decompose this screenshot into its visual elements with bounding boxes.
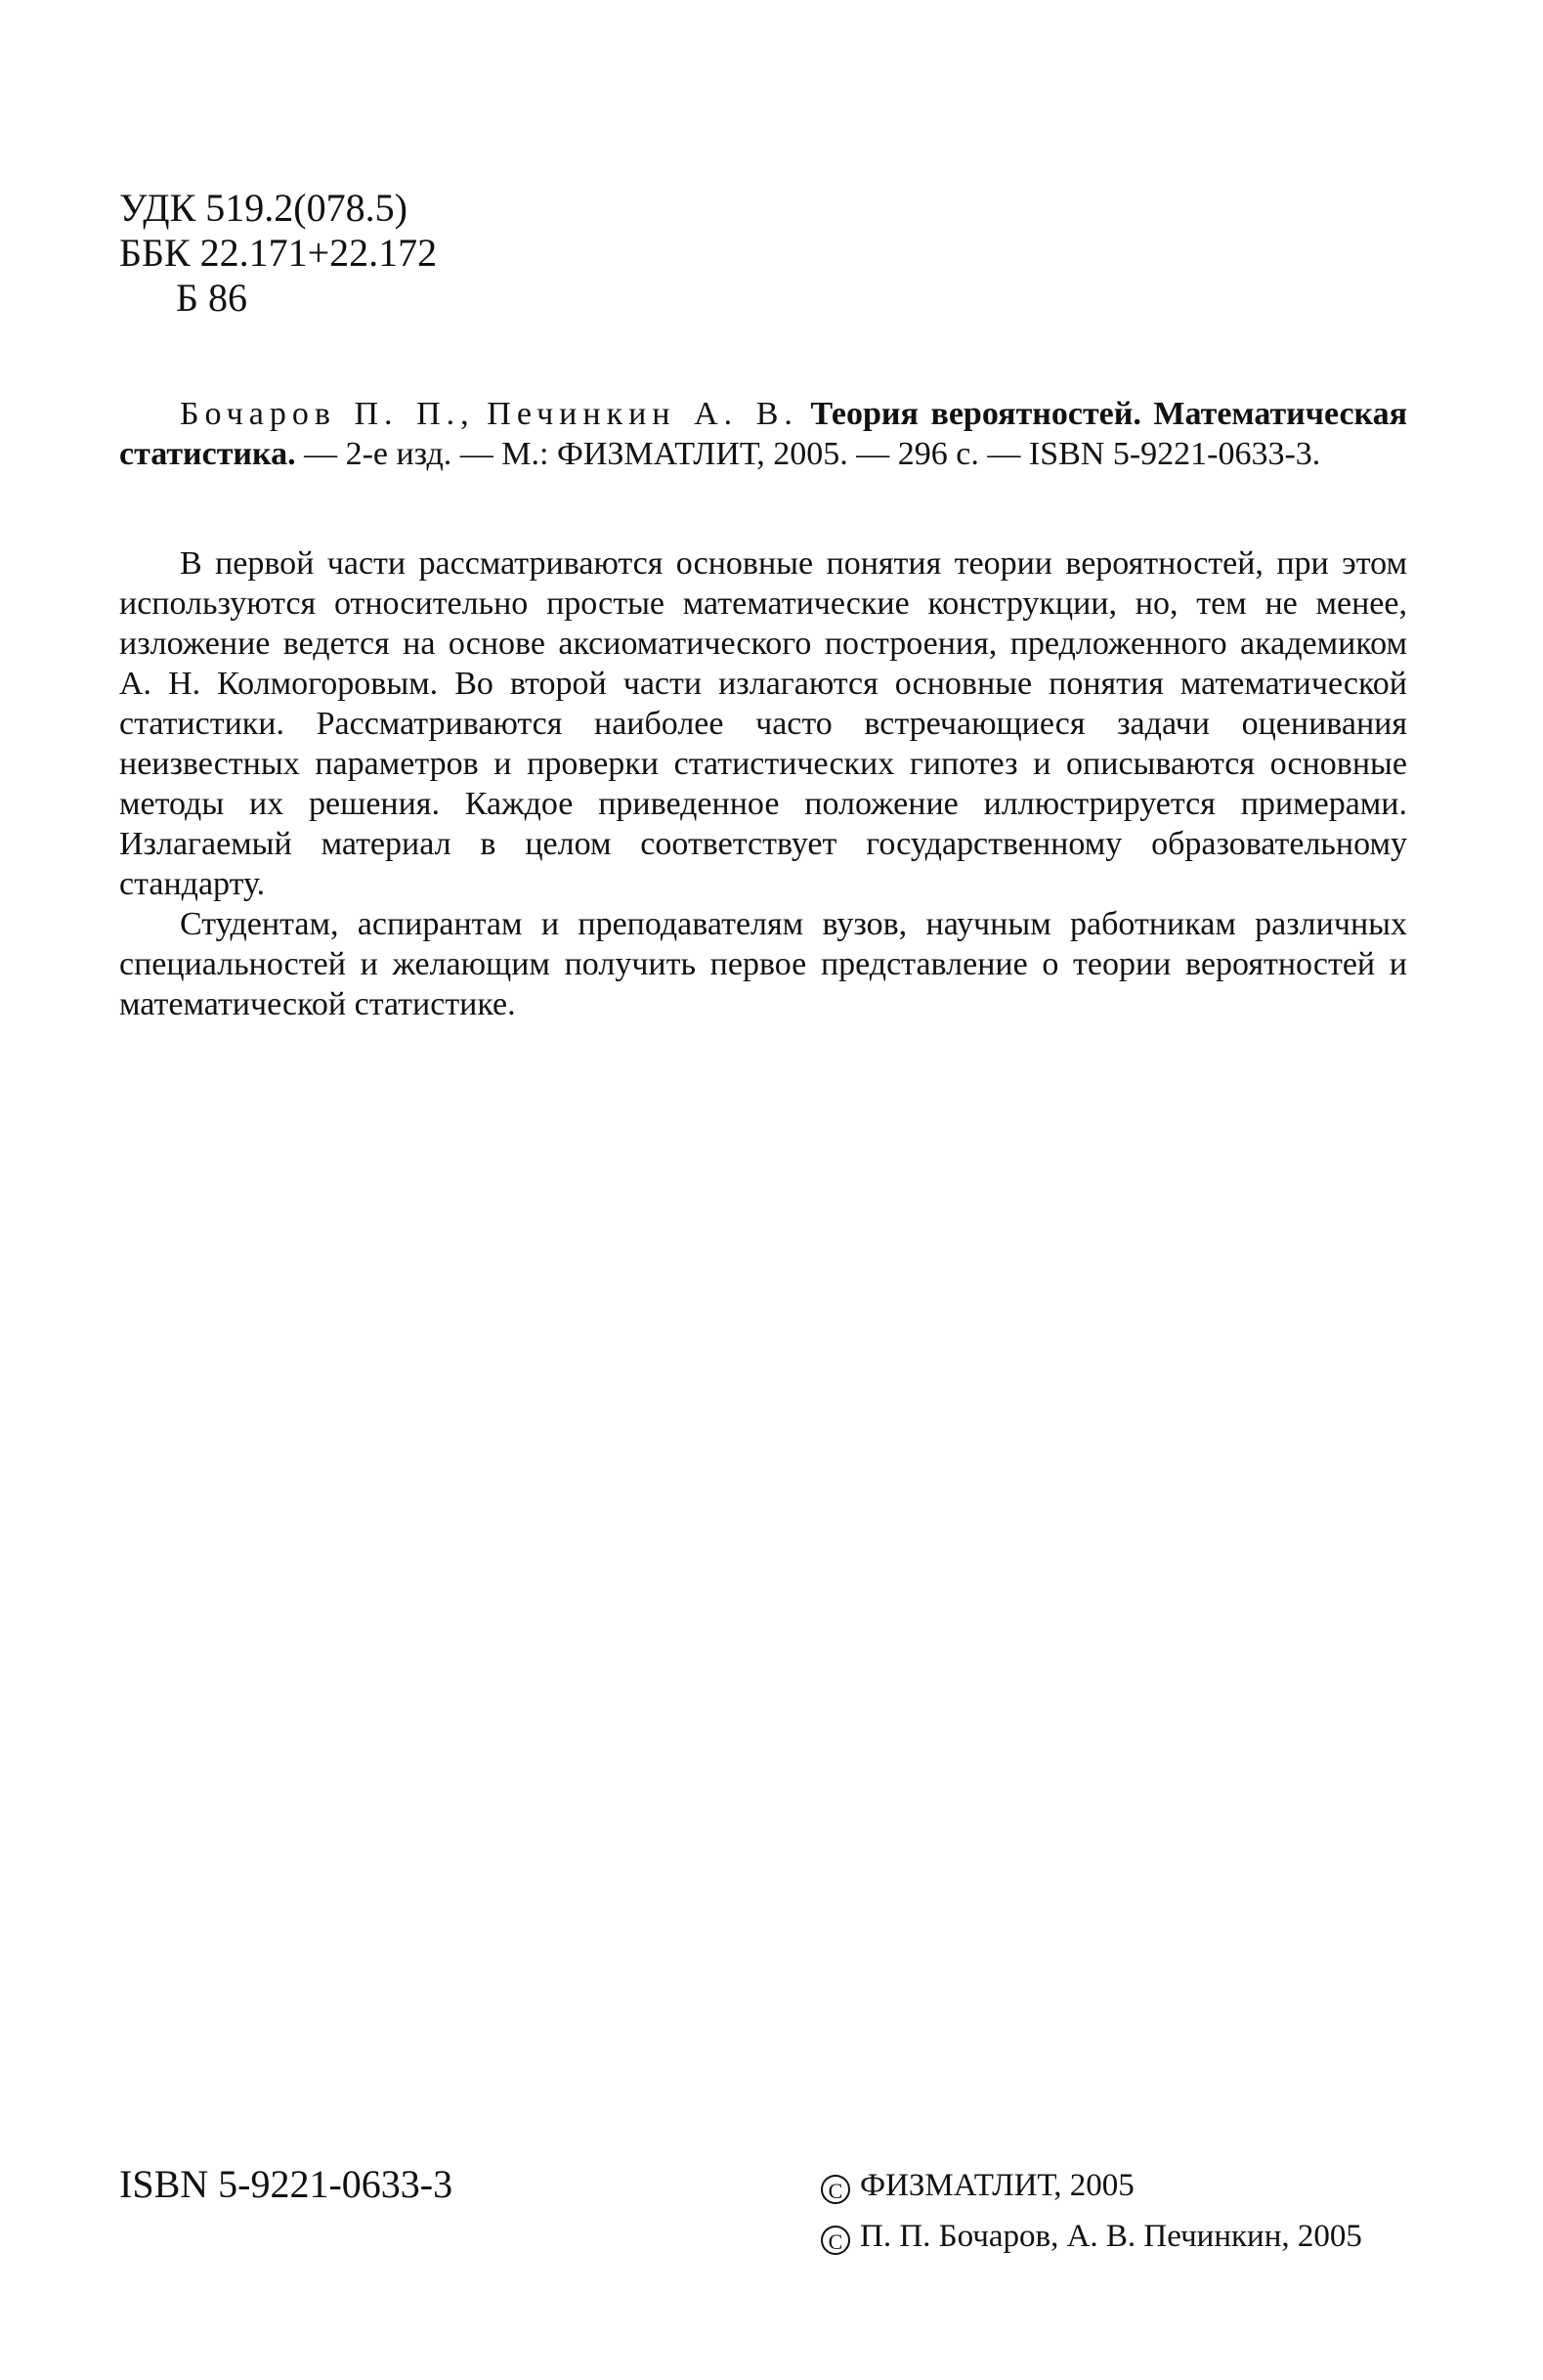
copyright-block bbox=[821, 2160, 1362, 2262]
copyright-publisher-line bbox=[821, 2160, 1362, 2211]
book-title: Теория вероятностей. Математическая статистика. bbox=[119, 396, 1408, 472]
udk-code: УДК 519.2(078.5) bbox=[119, 186, 407, 230]
copyright-icon: C bbox=[821, 2175, 850, 2204]
author-first: Бочаров П. П., bbox=[180, 396, 475, 432]
audience-paragraph: Студентам, аспирантам и преподавателям вузов, научным работникам различных специальностей и желающим получить первое представление о теории вероятностей и математической статистике. bbox=[119, 906, 1407, 1022]
author-second: Печинкин А. В. bbox=[487, 396, 798, 432]
author-mark-code: Б 86 bbox=[176, 276, 247, 320]
bbk-code: ББК 22.171+22.172 bbox=[119, 231, 438, 275]
annotation-paragraph: В первой части рассматриваются основные понятия теории вероятностей, при этом используются относительно простые математические конструкции, но, тем не менее, изложение ведется на основе аксиоматического построения, предложенного академиком А. Н. Колмогоровым. Во второй части излагаются основные понятия математической статистики. Рассматриваются наиболее часто встречающиеся задачи оценивания неизвестных параметров и проверки статистических гипотез и описываются основные методы их решения. Каждое приведенное положение иллюстрируется примерами. Излагаемый материал в целом соответствует государственному образовательному стандарту. bbox=[119, 545, 1407, 902]
annotation bbox=[119, 543, 1407, 1024]
classification-codes bbox=[119, 186, 437, 321]
bibliographic-citation bbox=[119, 394, 1407, 474]
copyright-authors: П. П. Бочаров, А. В. Печинкин, 2005 bbox=[860, 2219, 1362, 2254]
copyright-authors-line bbox=[821, 2211, 1362, 2262]
isbn-footer: ISBN 5-9221-0633-3 bbox=[119, 2162, 453, 2206]
copyright-publisher: ФИЗМАТЛИТ, 2005 bbox=[860, 2168, 1135, 2203]
publication-details: — 2-е изд. — М.: ФИЗМАТЛИТ, 2005. — 296 с. — ISBN 5-9221-0633-3. bbox=[304, 436, 1321, 472]
copyright-icon: C bbox=[821, 2226, 850, 2255]
